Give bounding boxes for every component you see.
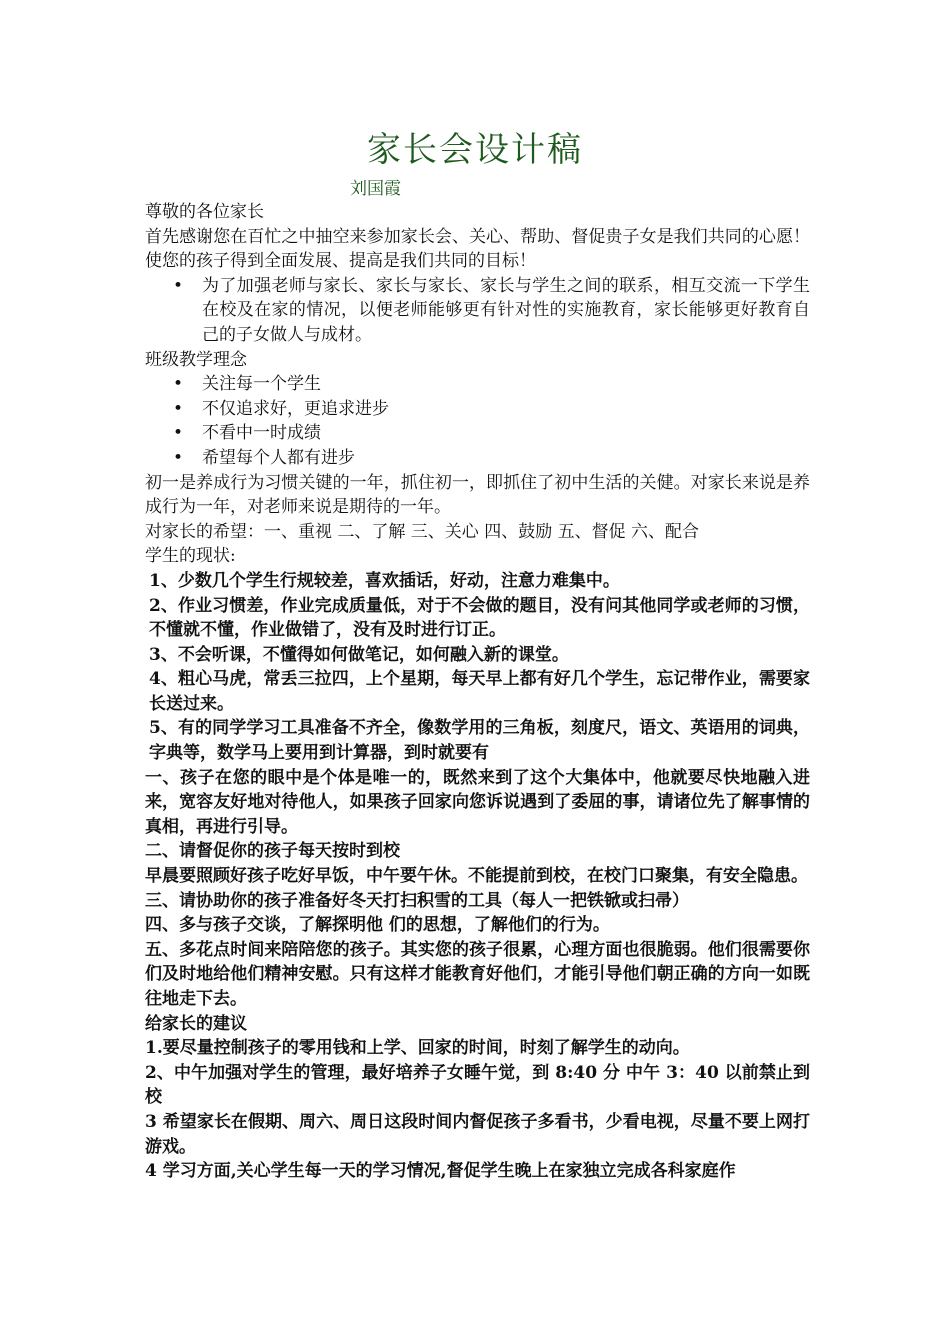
request-paragraph: 早晨要照顾好孩子吃好早饭，中午要午休。不能提前到校，在校门口聚集，有安全隐患。 — [145, 866, 808, 887]
philosophy-list — [145, 372, 810, 470]
status-item: 3、不会听课，不懂得如何做笔记，如何融入新的课堂。 — [149, 644, 569, 665]
status-item: 4、粗心马虎，常丢三拉四，上个星期，每天早上都有好几个学生，忘记带作业，需要家长送过来。 — [149, 669, 810, 714]
grade1-paragraph: 初一是养成行为习惯关键的一年，抓住初一，即抓住了初中生活的关健。对家长来说是养成行为一年，对老师来说是期待的一年。 — [145, 472, 810, 518]
request-paragraph: 三、请协助你的孩子准备好冬天打扫积雪的工具（每人一把铁锨或扫帚） — [145, 890, 689, 911]
advice-heading: 给家长的建议 — [145, 1013, 247, 1034]
philosophy-heading: 班级教学理念 — [145, 349, 247, 370]
advice-item: 2、中午加强对学生的管理，最好培养子女睡午觉，到 8:40 分 中午 3：40 以前禁止到校 — [145, 1062, 810, 1108]
purpose-list — [145, 274, 810, 348]
list-item: • 为了加强老师与家长、家长与家长、家长与学生之间的联系，相互交流一下学生在校及在家的情况，以便老师能够更有针对性的实施教育，家长能够更好教育自己的子女做人与成材。 — [173, 275, 810, 345]
bullet-icon: • — [173, 447, 184, 468]
intro-paragraph: 首先感谢您在百忙之中抽空来参加家长会、关心、帮助、督促贵子女是我们共同的心愿！使您的孩子得到全面发展、提高是我们共同的目标！ — [145, 226, 810, 272]
greeting: 尊敬的各位家长 — [145, 202, 264, 222]
request-paragraph: 二、请督促你的孩子每天按时到校 — [145, 841, 400, 862]
list-item: • 关注每一个学生 — [145, 372, 810, 397]
status-item: 1、少数几个学生行规较差，喜欢插话，好动，注意力难集中。 — [149, 570, 620, 591]
author-name: 刘国霞 — [350, 179, 401, 199]
document-body — [145, 200, 810, 1184]
advice-item: 4 学习方面,关心学生每一天的学习情况,督促学生晚上在家独立完成各科家庭作 — [145, 1161, 736, 1182]
bullet-icon: • — [173, 275, 184, 296]
list-item: • 希望每个人都有进步 — [145, 446, 810, 471]
parent-hopes: 对家长的希望：一、重视 二、了解 三、关心 四、鼓励 五、督促 六、配合 — [145, 521, 700, 542]
advice-item: 1.要尽量控制孩子的零用钱和上学、回家的时间，时刻了解学生的动向。 — [145, 1038, 690, 1059]
advice-item: 3 希望家长在假期、周六、周日这段时间内督促孩子多看书，少看电视，尽量不要上网打游戏。 — [145, 1111, 810, 1157]
status-heading: 学生的现状: — [145, 546, 236, 567]
list-item: • 不仅追求好，更追求进步 — [145, 397, 810, 422]
request-paragraph: 一、孩子在您的眼中是个体是唯一的，既然来到了这个大集体中，他就要尽快地融入进来，宽容友好地对待他人，如果孩子回家向您诉说遇到了委屈的事，请诸位先了解事情的真相，再进行引导。 — [145, 767, 810, 837]
bullet-icon: • — [173, 398, 184, 419]
list-item: • 不看中一时成绩 — [145, 421, 810, 446]
status-item: 2、作业习惯差，作业完成质量低，对于不会做的题目，没有问其他同学或老师的习惯，不懂就不懂，作业做错了，没有及时进行订正。 — [149, 595, 810, 641]
document-title: 家长会设计稿 — [367, 130, 583, 170]
request-paragraph: 四、多与孩子交谈，了解探明他 们的思想，了解他们的行为。 — [145, 915, 610, 936]
bullet-icon: • — [173, 374, 184, 395]
status-item: 5、有的同学学习工具准备不齐全，像数学用的三角板，刻度尺，语文、英语用的词典，字典等，数学马上要用到计算器，到时就要有 — [149, 718, 810, 764]
request-paragraph: 五、多花点时间来陪陪您的孩子。其实您的孩子很累，心理方面也很脆弱。他们很需要你们及时地给他们精神安慰。只有这样才能教育好他们，才能引导他们朝正确的方向一如既往地走下去。 — [145, 939, 810, 1009]
bullet-icon: • — [173, 423, 184, 444]
